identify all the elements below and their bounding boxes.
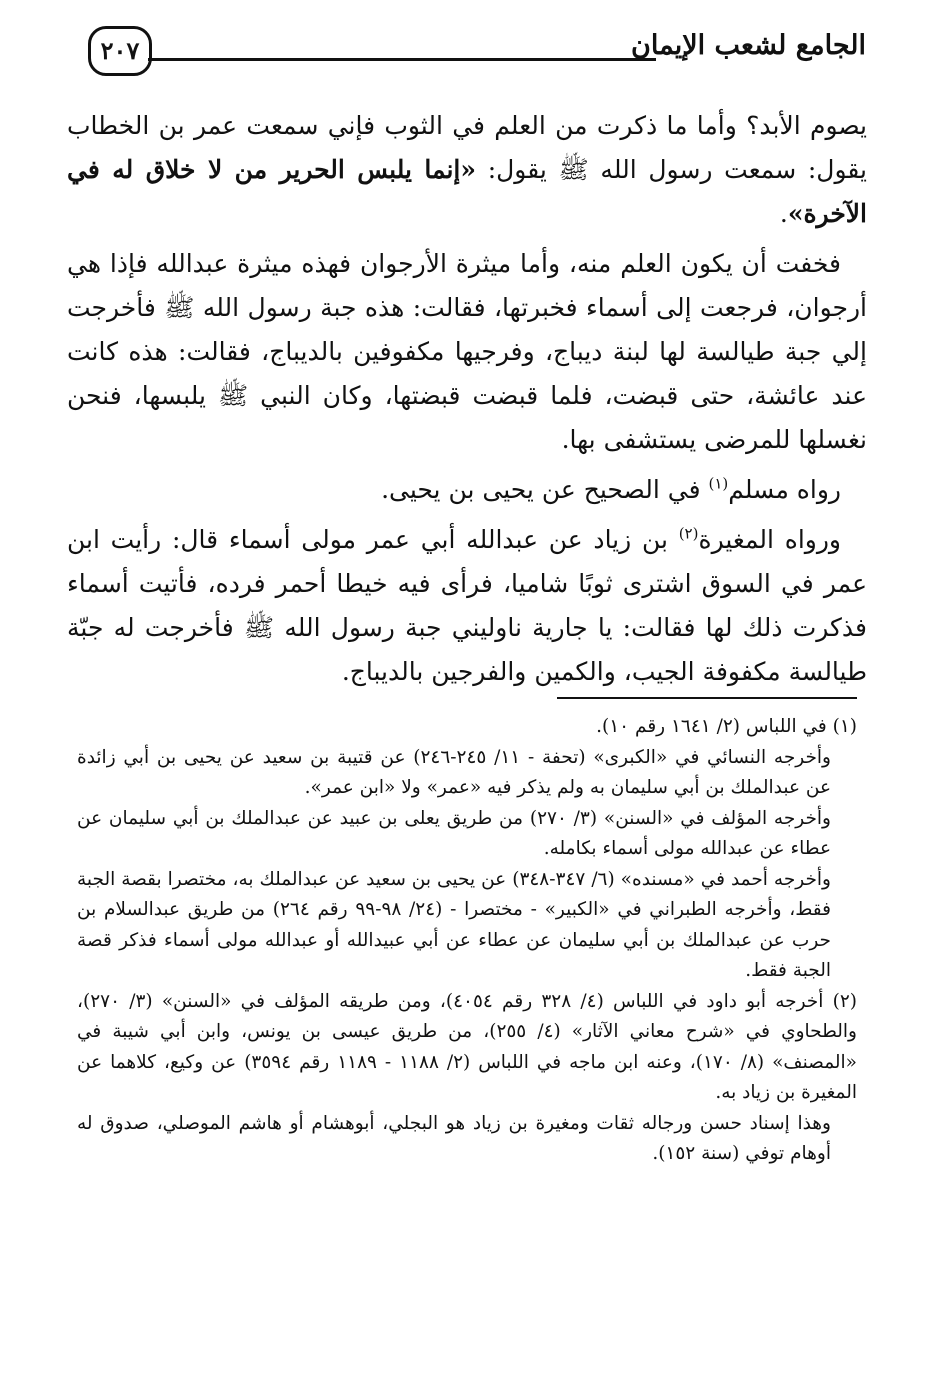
footnote-1-line: (١) في اللباس (٢/ ١٦٤١ رقم ١٠).	[596, 716, 857, 737]
footnote-separator	[557, 697, 857, 699]
footnote-1-para-3: وأخرجه المؤلف في «السنن» (٣/ ٢٧٠) من طريق يعلى بن عبيد عن عبدالملك بن أبي سليمان عن عطاء عن عبدالله مولى أسماء بكامله.	[77, 807, 831, 859]
page-header	[88, 22, 866, 86]
paragraph-4-text-a: ورواه المغيرة	[698, 525, 841, 554]
paragraph-4	[67, 518, 867, 694]
paragraph-3-text-b: في الصحيح عن يحيى بن يحيى.	[381, 475, 709, 504]
paragraph-3-text-a: رواه مسلم	[728, 475, 841, 504]
footnote-1-para-4: وأخرجه أحمد في «مسنده» (٦/ ٣٤٧-٣٤٨) عن يحيى بن سعيد عن عبدالملك به، مختصرا بقصة الجبة فقط، وأخرجه الطبراني في «الكبير» - مختصرا - (٢٤/ ٩٨-٩٩ رقم ٢٦٤) من طريق عبدالسلام بن حرب عن عبدالملك بن أبي سليمان عن عطاء عن أبي عبيدالله أو عبدالله مولى أسماء فذكر قصة الجبة فقط.	[77, 868, 832, 981]
footnote-ref-2[interactable]: (٢)	[678, 524, 699, 543]
main-text	[67, 104, 867, 694]
header-rule	[148, 58, 656, 61]
paragraph-3	[67, 468, 867, 512]
page-number: ٢٠٧	[88, 26, 152, 76]
footnote-ref-1[interactable]: (١)	[708, 474, 729, 493]
paragraph-1-text: يصوم الأبد؟ وأما ما ذكرت من العلم في الثوب فإني سمعت عمر بن الخطاب يقول: سمعت رسول الله ﷺ يقول:	[67, 111, 867, 184]
paragraph-1	[67, 104, 867, 236]
book-title: الجامع لشعب الإيمان	[631, 30, 866, 61]
paragraph-2: فخفت أن يكون العلم منه، وأما ميثرة الأرجوان فهذه ميثرة عبدالله فإذا هي أرجوان، فرجعت إلى أسماء فخبرتها، فقالت: هذه جبة رسول الله ﷺ فأخرجت إلي جبة طيالسة لها لبنة ديباج، وفرجيها مكفوفين بالديباج، فقالت: هذه كانت عند عائشة، حتى قبضت، فلما قبضت قبضتها، وكان النبي ﷺ يلبسها، فنحن نغسلها للمرضى يستشفى بها.	[67, 249, 867, 454]
hadith-quote: «إنما يلبس الحرير من لا خلاق له في الآخرة»	[67, 155, 867, 228]
footnotes	[77, 712, 857, 1170]
footnote-1-para-2: وأخرجه النسائي في «الكبرى» (تحفة - ١١/ ٢٤٥-٢٤٦) عن قتيبة بن سعيد عن يحيى بن أبي زائدة عن عبدالملك بن أبي سليمان به ولم يذكر فيه «عمر» ولا «ابن عمر».	[77, 746, 831, 798]
paragraph-4-text-b: بن زياد عن عبدالله أبي عمر مولى أسماء قال: رأيت ابن عمر في السوق اشترى ثوبًا شاميا، فرأى فيه خيطا أحمر فرده، فأتيت أسماء فذكرت ذلك لها فقالت: يا جارية ناوليني جبة رسول الله ﷺ فأخرجت له جبّة طيالسة مكفوفة الجيب، والكمين والفرجين بالديباج.	[67, 525, 867, 686]
paragraph-1-end: .	[779, 199, 788, 228]
footnote-2-para-1: (٢) أخرجه أبو داود في اللباس (٤/ ٣٢٨ رقم ٤٠٥٤)، ومن طريقه المؤلف في «السنن» (٣/ ٢٧٠)، والطحاوي في «شرح معاني الآثار» (٤/ ٢٥٥)، من طريق عيسى بن يونس، وابن أبي شيبة في «المصنف» (٨/ ١٧٠)، وعنه ابن ماجه في اللباس (٢/ ١١٨٨ - ١١٨٩ رقم ٣٥٩٤) عن وكيع، كلاهما عن المغيرة بن زياد به.	[77, 990, 857, 1103]
footnote-2-para-2: وهذا إسناد حسن ورجاله ثقات ومغيرة بن زياد هو البجلي، أبوهشام أو هاشم الموصلي، صدوق له أوهام توفي (سنة ١٥٢).	[77, 1112, 831, 1164]
